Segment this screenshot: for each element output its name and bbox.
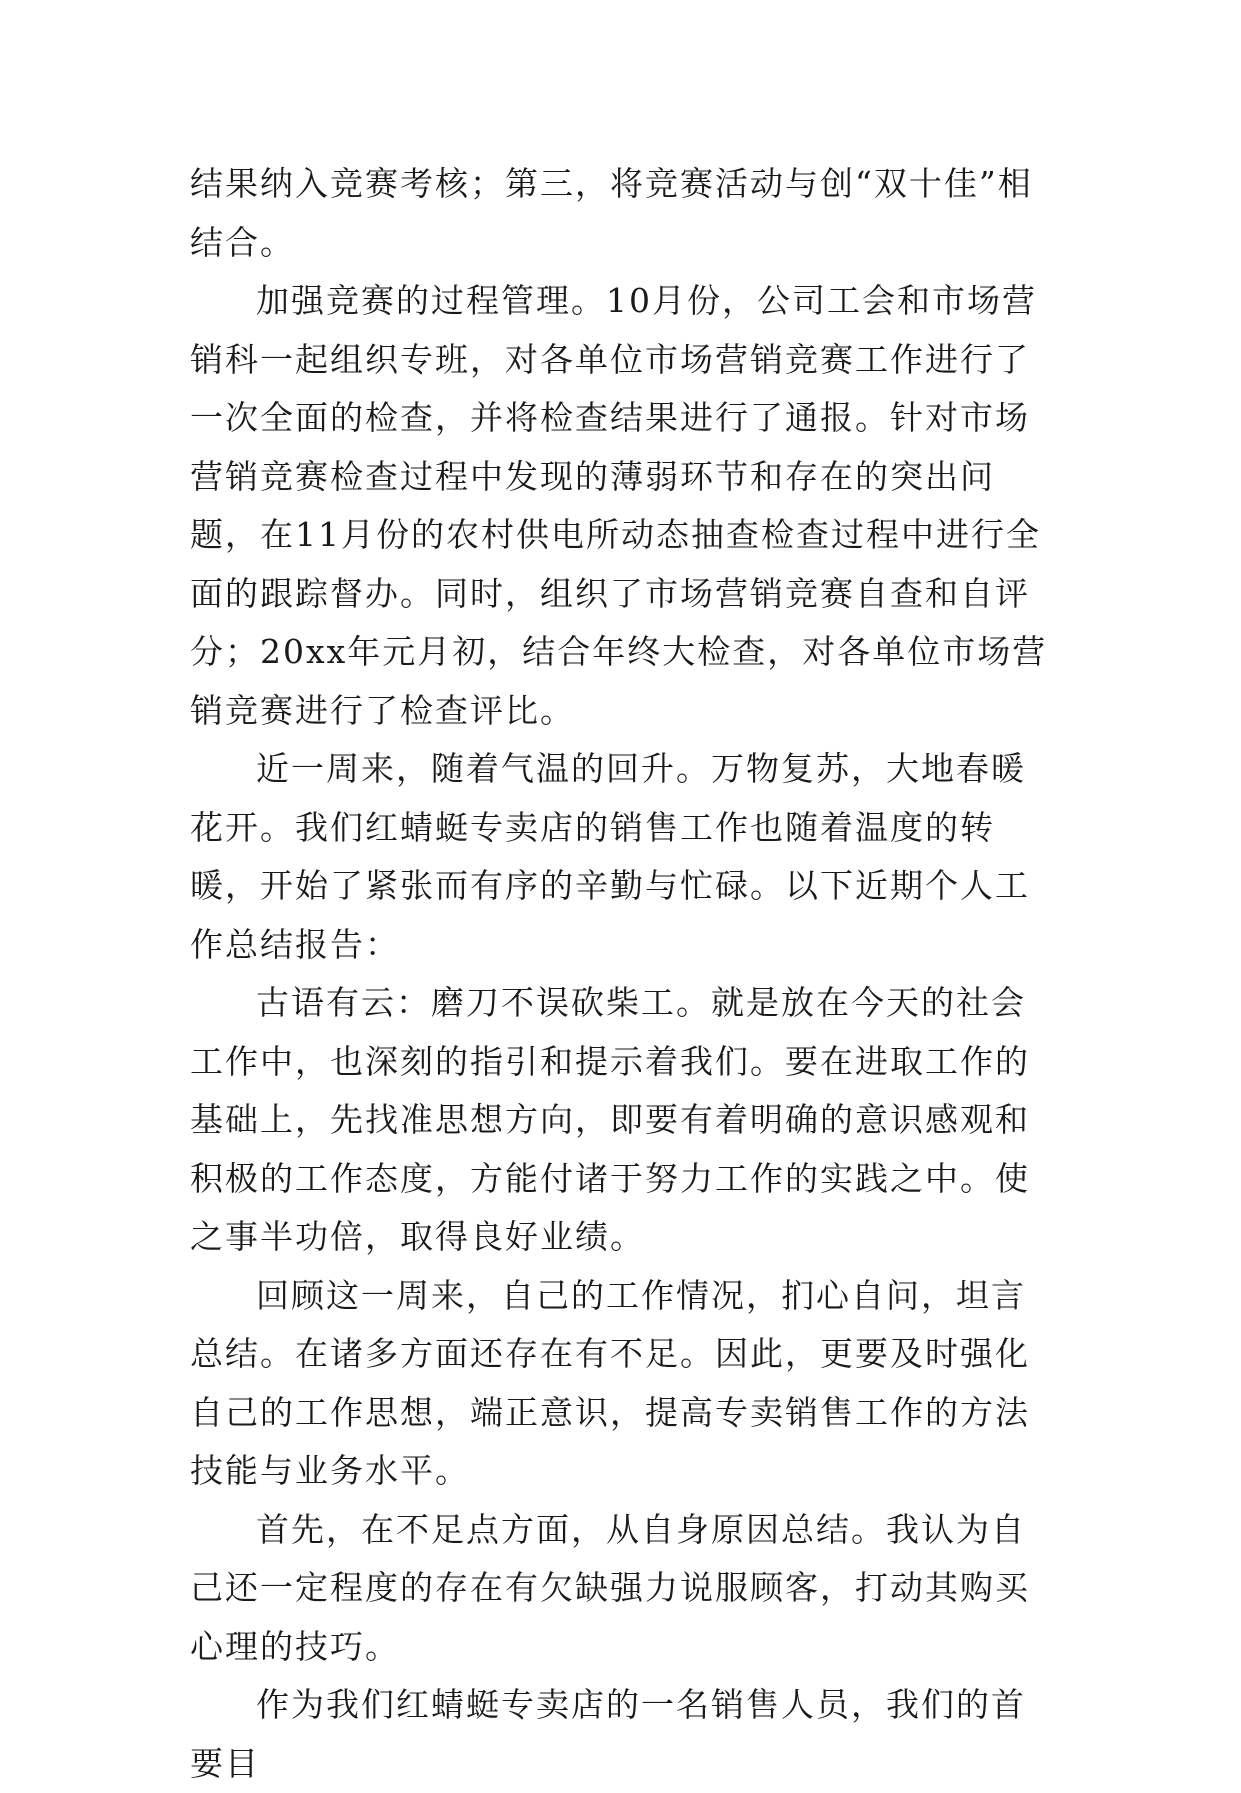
- paragraph: 作为我们红蜻蜓专卖店的一名销售人员，我们的首要目: [190, 1685, 1026, 1783]
- document-body: [190, 155, 1060, 1793]
- paragraph: 近一周来，随着气温的回升。万物复苏，大地春暖花开。我们红蜻蜓专卖店的销售工作也随着温度的转暖，开始了紧张而有序的辛勤与忙碌。以下近期个人工作总结报告：: [190, 749, 1030, 964]
- paragraph: 加强竞赛的过程管理。10月份，公司工会和市场营销科一起组织专班，对各单位市场营销竞赛工作进行了一次全面的检查，并将检查结果进行了通报。针对市场营销竞赛检查过程中发现的薄弱环节和存在的突出问题，在11月份的农村供电所动态抽查检查过程中进行全面的跟踪督办。同时，组织了市场营销竞赛自查和自评分；20xx年元月初，结合年终大检查，对各单位市场营销竞赛进行了检查评比。: [190, 281, 1048, 730]
- paragraph: 回顾这一周来，自己的工作情况，扪心自问，坦言总结。在诸多方面还存在有不足。因此，更要及时强化自己的工作思想，端正意识，提高专卖销售工作的方法技能与业务水平。: [190, 1275, 1030, 1490]
- paragraph: 结果纳入竞赛考核；第三，将竞赛活动与创“双十佳”相结合。: [190, 164, 1033, 262]
- paragraph: 首先，在不足点方面，从自身原因总结。我认为自己还一定程度的存在有欠缺强力说服顾客，打动其购买心理的技巧。: [190, 1509, 1030, 1666]
- paragraph: 古语有云：磨刀不误砍柴工。就是放在今天的社会工作中，也深刻的指引和提示着我们。要在进取工作的基础上，先找准思想方向，即要有着明确的意识感观和积极的工作态度，方能付诸于努力工作的实践之中。使之事半功倍，取得良好业绩。: [190, 983, 1030, 1256]
